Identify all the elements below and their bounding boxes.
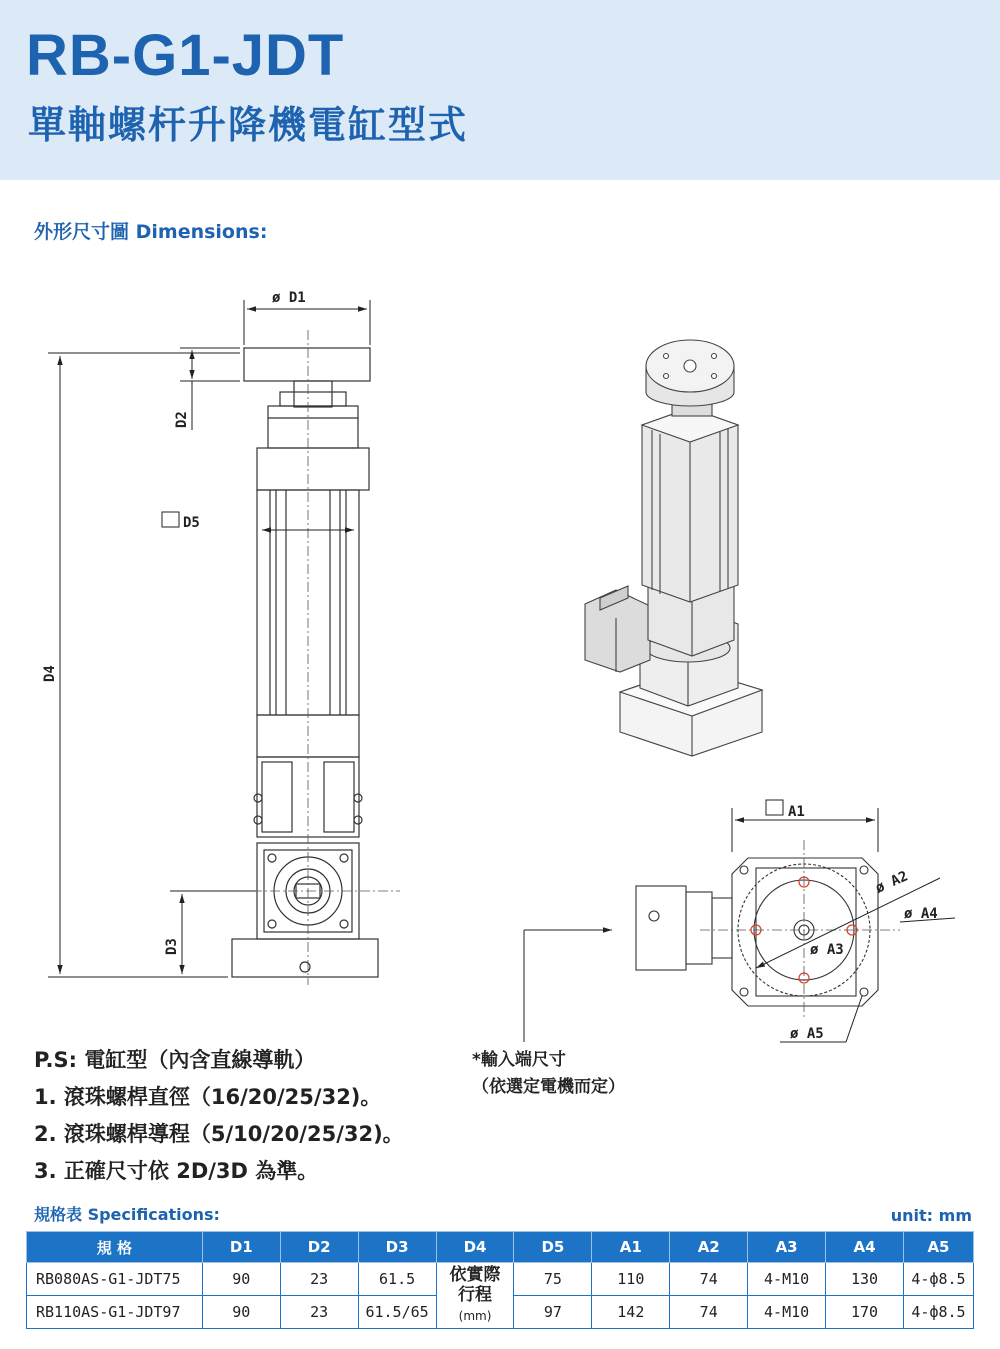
header-cell: D1 (202, 1232, 280, 1263)
d2-label: D2 (174, 411, 190, 428)
a2-cell: 74 (670, 1296, 748, 1329)
d3-cell: 61.5/65 (358, 1296, 436, 1329)
header-cell: A5 (903, 1232, 973, 1263)
a4-cell: 170 (826, 1296, 904, 1329)
front-view (232, 348, 378, 977)
header-cell: A1 (592, 1232, 670, 1263)
header-cell: D3 (358, 1232, 436, 1263)
ps-item: 3. 正確尺寸依 2D/3D 為準。 (34, 1159, 319, 1183)
a3-cell: 4-M10 (748, 1263, 826, 1296)
a1-label: A1 (788, 804, 805, 820)
table-row (27, 1263, 974, 1296)
d1-cell: 90 (202, 1296, 280, 1329)
header-cell: 規 格 (27, 1232, 203, 1263)
d5-cell: 75 (514, 1263, 592, 1296)
d2-cell: 23 (280, 1263, 358, 1296)
a4-cell: 130 (826, 1263, 904, 1296)
spec-table (26, 1231, 974, 1329)
a2-cell: 74 (670, 1263, 748, 1296)
spec-label: 規格表 Specifications: (34, 1205, 220, 1224)
page-subtitle: 單軸螺杆升降機電缸型式 (28, 103, 469, 147)
header-cell: A3 (748, 1232, 826, 1263)
ps-item: 1. 滾珠螺桿直徑（16/20/25/32)。 (34, 1085, 382, 1109)
top-flange (244, 348, 370, 381)
d1-cell: 90 (202, 1263, 280, 1296)
header-cell: D5 (514, 1232, 592, 1263)
unit-label: unit: mm (890, 1206, 972, 1225)
model-cell: RB110AS-G1-JDT97 (27, 1296, 203, 1329)
isometric-view (585, 340, 762, 756)
a5-cell: 4-ф8.5 (903, 1263, 973, 1296)
d3-cell: 61.5 (358, 1263, 436, 1296)
ps-item: 2. 滾珠螺桿導程（5/10/20/25/32)。 (34, 1122, 404, 1146)
d4-note-line2: 行程 (458, 1285, 493, 1305)
top-view (636, 858, 878, 1006)
d2-cell: 23 (280, 1296, 358, 1329)
ps-title: P.S: 電缸型（內含直線導軌） (34, 1048, 316, 1072)
input-note-title: *輸入端尺寸 (472, 1050, 566, 1070)
input-note (472, 1047, 625, 1101)
d1-label: ø D1 (272, 290, 306, 306)
a1-cell: 142 (592, 1296, 670, 1329)
a5-label: ø A5 (790, 1026, 824, 1042)
d4-note-cell (436, 1263, 514, 1329)
header-cell: D4 (436, 1232, 514, 1263)
a1-cell: 110 (592, 1263, 670, 1296)
d4-note-line1: 依實際 (449, 1265, 501, 1285)
input-note-sub: （依選定電機而定） (472, 1077, 625, 1097)
header-cell: A2 (670, 1232, 748, 1263)
d4-label: D4 (42, 665, 58, 682)
a4-label: ø A4 (904, 906, 938, 922)
a5-cell: 4-ф8.5 (903, 1296, 973, 1329)
ps-notes (34, 1042, 404, 1190)
base-plate (232, 939, 378, 977)
page-title: RB-G1-JDT (26, 23, 345, 88)
dimensions-label: 外形尺寸圖 Dimensions: (34, 221, 268, 243)
a2-label: ø A2 (873, 868, 911, 897)
d5-cell: 97 (514, 1296, 592, 1329)
d3-label: D3 (164, 938, 180, 955)
header-cell: A4 (826, 1232, 904, 1263)
d4-note-unit: (mm) (458, 1309, 492, 1323)
d5-label: D5 (183, 515, 200, 531)
table-header-row (27, 1232, 974, 1263)
header-cell: D2 (280, 1232, 358, 1263)
model-cell: RB080AS-G1-JDT75 (27, 1263, 203, 1296)
a3-cell: 4-M10 (748, 1296, 826, 1329)
a3-label: ø A3 (810, 942, 844, 958)
